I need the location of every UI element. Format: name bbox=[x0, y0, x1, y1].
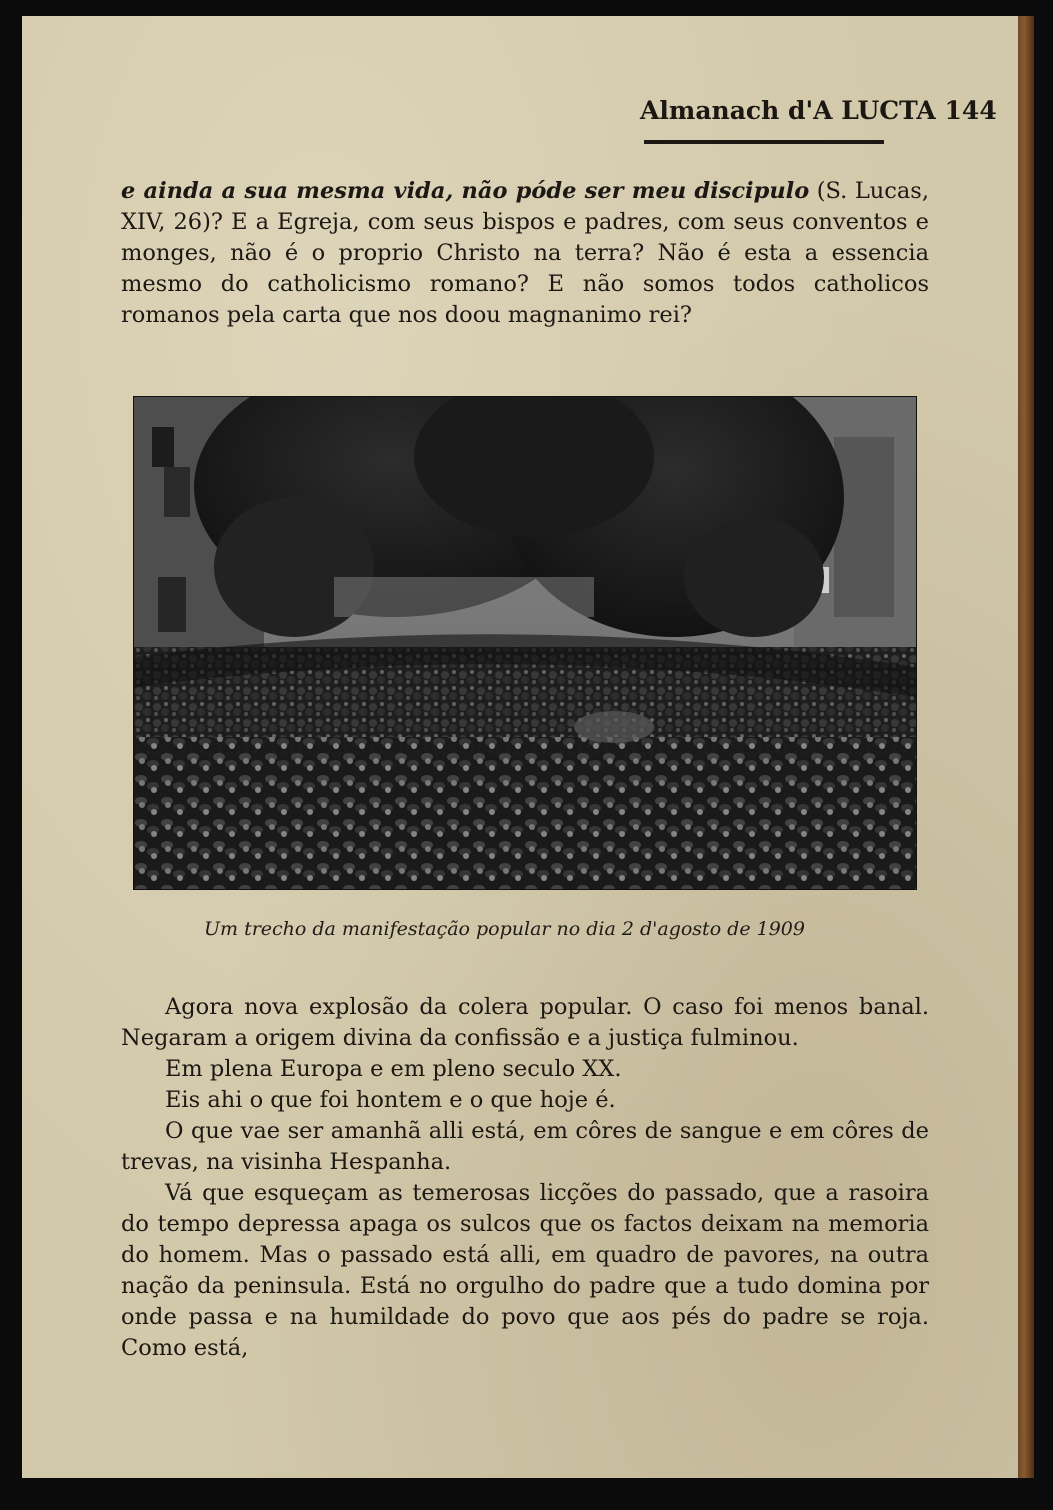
quote-italic: e ainda a sua mesma vida, não póde ser meu discipulo bbox=[121, 178, 810, 204]
top-paragraph bbox=[121, 176, 929, 331]
quote-rest: (S. Lucas, XIV, 26)? E a Egreja, com seus bispos e padres, com seus conventos e monges, não é o proprio Christo na terra? Não é esta a essencia mesmo do catholicismo romano? E não somos todos catholicos romanos pela carta que nos doou magnanimo rei? bbox=[121, 178, 929, 328]
header-rule bbox=[644, 140, 884, 144]
page-edge bbox=[1018, 16, 1034, 1478]
paragraph-4: O que vae ser amanhã alli está, em côres de sangue e em côres de trevas, na visinha Hespanha. bbox=[121, 1118, 929, 1175]
running-header bbox=[640, 96, 997, 136]
crowd-photo-illustration bbox=[134, 397, 916, 889]
page-number: 144 bbox=[944, 96, 997, 125]
paragraph-1: Agora nova explosão da colera popular. O caso foi menos banal. Negaram a origem divina da confissão e a justiça fulminou. bbox=[121, 994, 929, 1051]
paragraph-3: Eis ahi o que foi hontem e o que hoje é. bbox=[165, 1087, 616, 1113]
running-title: Almanach d'A LUCTA bbox=[640, 96, 936, 125]
photo-caption: Um trecho da manifestação popular no dia 2 d'agosto de 1909 bbox=[204, 918, 805, 940]
body-text bbox=[121, 992, 929, 1364]
scan-border-right bbox=[1034, 0, 1053, 1510]
paragraph-5: Vá que esqueçam as temerosas licções do passado, que a rasoira do tempo depressa apaga os sulcos que os factos deixam na memoria do homem. Mas o passado está alli, em quadro de pavores, na outra nação da peninsula. Está no orgulho do padre que a tudo domina por onde passa e na humildade do povo que aos pés do padre se roja. Como está, bbox=[121, 1180, 929, 1361]
crowd-photo bbox=[133, 396, 917, 890]
paragraph-2: Em plena Europa e em pleno seculo XX. bbox=[165, 1056, 622, 1082]
scan-border-bottom bbox=[0, 1478, 1053, 1510]
